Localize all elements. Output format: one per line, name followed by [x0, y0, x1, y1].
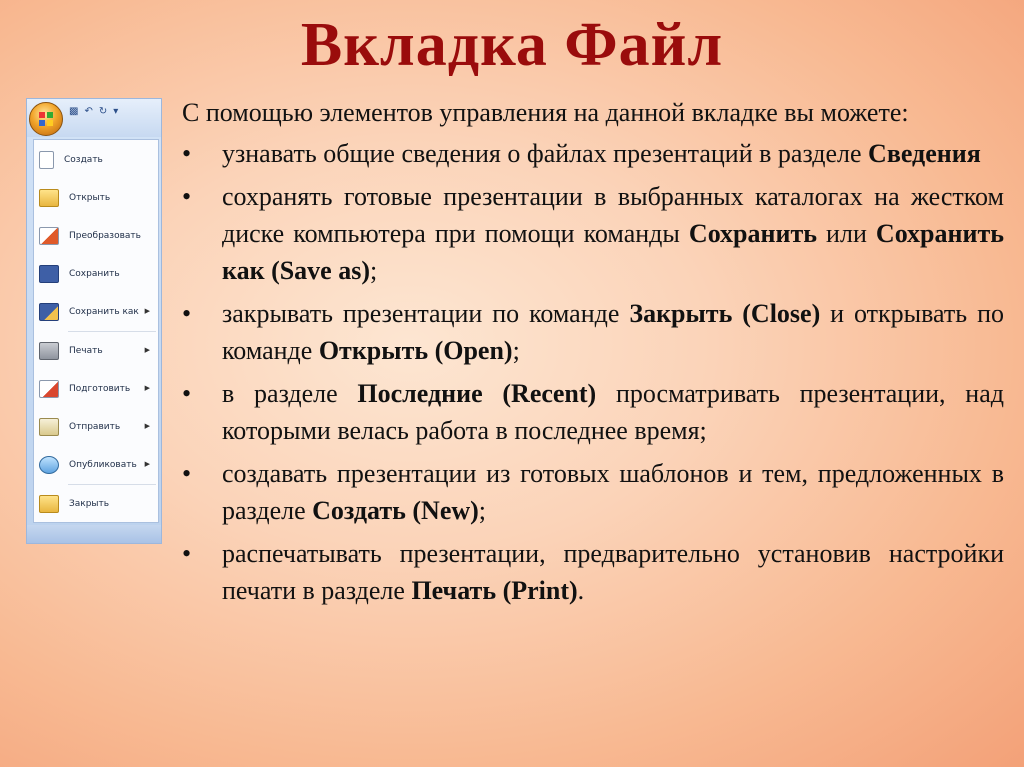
save-icon[interactable]: ▩	[69, 105, 79, 117]
menu-item-open[interactable]	[34, 180, 158, 216]
bullet-text: или	[817, 219, 876, 248]
office-file-menu	[26, 98, 162, 544]
save-icon	[39, 265, 59, 283]
bullet-text: ;	[370, 256, 378, 285]
bullet-text: создавать презентации из готовых шаблонов и тем, предложенных в разделе	[222, 459, 1004, 525]
bullet-text: в разделе	[222, 379, 358, 408]
bullet-bold-text: Последние (Recent)	[357, 379, 597, 408]
submenu-arrow-icon: ▶	[144, 384, 150, 392]
undo-icon[interactable]: ↶	[84, 105, 93, 117]
menu-header	[27, 99, 161, 137]
submenu-arrow-icon: ▶	[144, 460, 150, 468]
new-document-icon	[39, 151, 54, 169]
menu-item-label: Опубликовать	[69, 460, 137, 470]
send-icon	[39, 418, 59, 436]
bullet-text: и открывать по команде	[222, 299, 1004, 365]
bullet-item	[182, 535, 1004, 609]
save-as-icon	[39, 303, 59, 321]
bullet-text: сохранять готовые презентации в выбранных каталогах на жестком диске компьютера при помощи команды	[222, 182, 1004, 248]
menu-item-save-as[interactable]	[34, 294, 158, 330]
menu-item-publish[interactable]	[34, 447, 158, 483]
bullet-item	[182, 455, 1004, 529]
bullet-item	[182, 178, 1004, 289]
menu-item-create[interactable]	[34, 142, 158, 178]
bullet-bold-text: Сохранить	[688, 219, 817, 248]
bullet-text: .	[577, 576, 585, 605]
menu-item-send[interactable]	[34, 409, 158, 445]
bullet-text: закрывать презентации по команде	[222, 299, 630, 328]
menu-item-label: Отправить	[69, 422, 121, 432]
menu-item-label: Открыть	[69, 193, 111, 203]
menu-footer	[27, 525, 161, 543]
submenu-arrow-icon: ▶	[144, 307, 150, 315]
slide-title: Вкладка Файл	[300, 11, 724, 79]
office-button-icon[interactable]	[29, 102, 63, 136]
bullet-bold-text: Создать (New)	[312, 496, 479, 525]
menu-list	[33, 139, 159, 523]
bullet-bold-text: Открыть (Open)	[318, 336, 513, 365]
bullet-bold-text: Сохранить как (Save as)	[222, 219, 1004, 285]
prepare-icon	[39, 380, 59, 398]
menu-item-label: Закрыть	[69, 499, 110, 509]
submenu-arrow-icon: ▶	[144, 346, 150, 354]
bullet-text: просматривать презентации, над которыми велась работа в последнее время;	[222, 379, 1004, 445]
menu-separator	[68, 331, 156, 332]
slide-body	[182, 94, 1004, 615]
bullet-text: ;	[512, 336, 520, 365]
menu-item-save[interactable]	[34, 256, 158, 292]
menu-item-label: Подготовить	[69, 384, 131, 394]
print-icon	[39, 342, 59, 360]
bullet-item	[182, 295, 1004, 369]
menu-item-print[interactable]	[34, 333, 158, 369]
convert-icon	[39, 227, 59, 245]
menu-item-label: Сохранить	[69, 269, 120, 279]
customize-icon[interactable]: ▾	[113, 105, 119, 117]
bullet-text: распечатывать презентации, предварительно установив настройки печати в разделе	[222, 539, 1004, 605]
bullet-bold-text: Закрыть (Close)	[629, 299, 821, 328]
menu-separator	[68, 484, 156, 485]
menu-item-convert[interactable]	[34, 218, 158, 254]
intro-text: С помощью элементов управления на данной вкладке вы можете:	[182, 98, 909, 127]
publish-icon	[39, 456, 59, 474]
menu-item-label: Сохранить как	[69, 307, 139, 317]
open-folder-icon	[39, 189, 59, 207]
menu-item-prepare[interactable]	[34, 371, 158, 407]
close-folder-icon	[39, 495, 59, 513]
quick-access-toolbar	[69, 104, 157, 118]
menu-item-label: Создать	[64, 155, 103, 165]
bullet-list	[182, 135, 1004, 609]
redo-icon[interactable]: ↻	[98, 105, 108, 117]
bullet-text: ;	[478, 496, 487, 525]
menu-item-close[interactable]	[34, 486, 158, 522]
menu-item-label: Преобразовать	[69, 231, 141, 241]
bullet-bold-text: Сведения	[868, 139, 981, 168]
menu-item-label: Печать	[69, 346, 103, 356]
bullet-item	[182, 135, 1004, 172]
bullet-text: узнавать общие сведения о файлах презентаций в разделе	[222, 139, 869, 168]
bullet-bold-text: Печать (Print)	[411, 576, 578, 605]
bullet-item	[182, 375, 1004, 449]
submenu-arrow-icon: ▶	[144, 422, 150, 430]
